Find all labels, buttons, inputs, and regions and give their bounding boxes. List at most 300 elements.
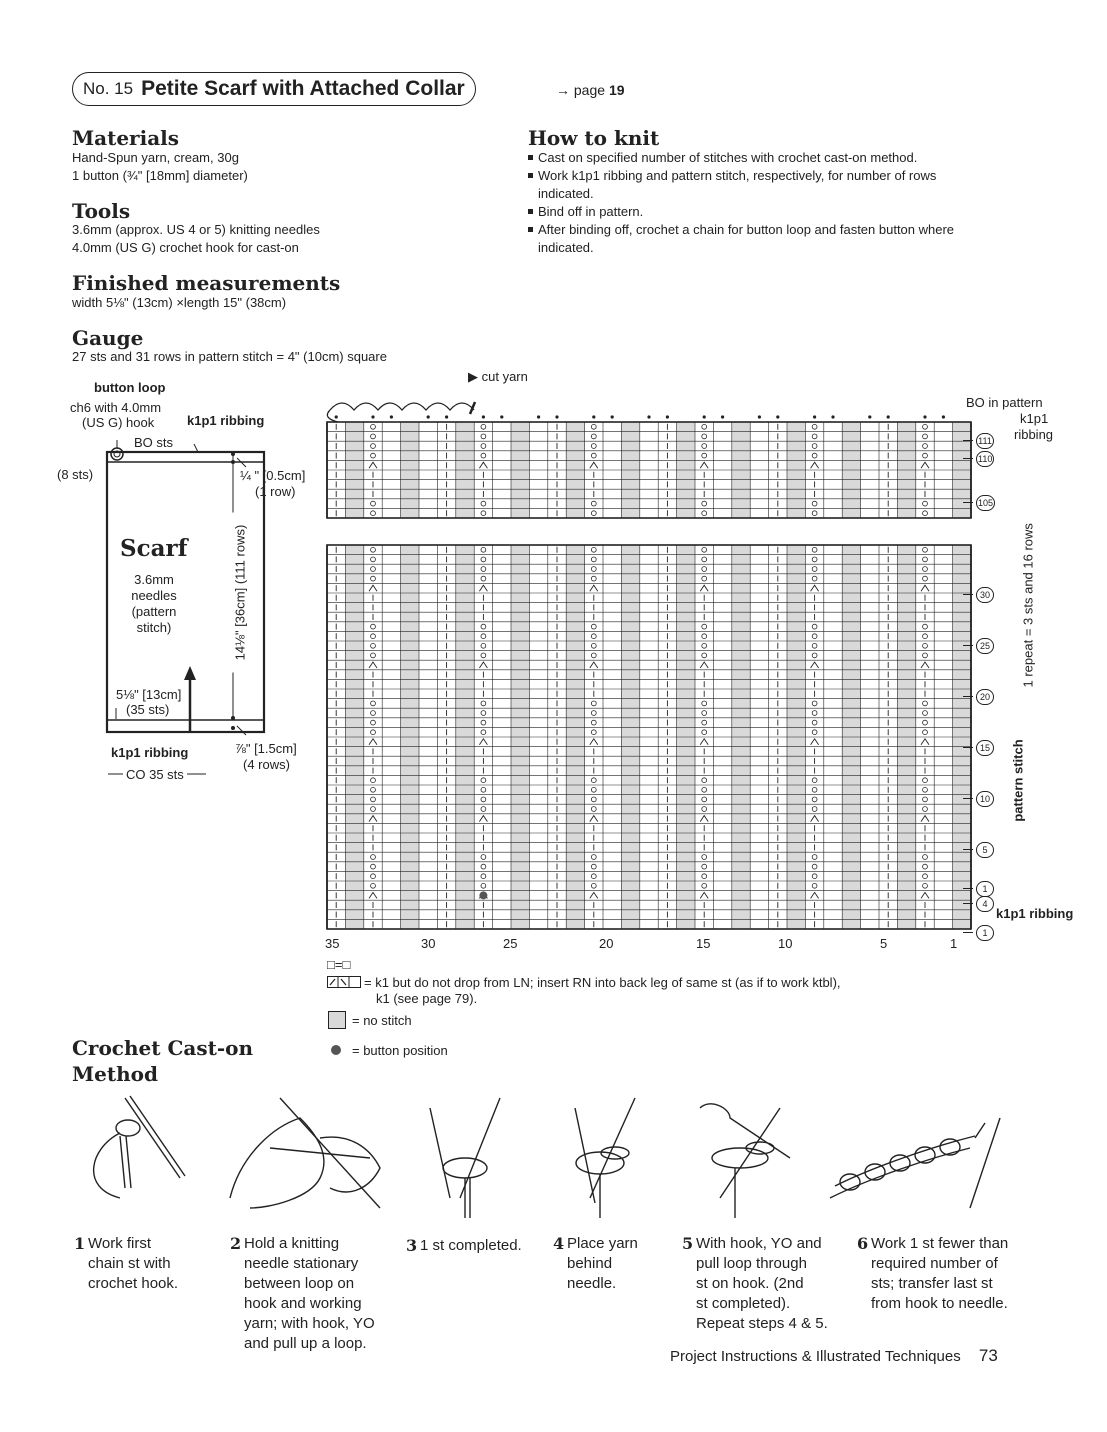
row-number-label: 30: [963, 586, 994, 603]
how-to-knit-heading: How to knit: [528, 126, 660, 150]
bind-off-dot: [482, 415, 485, 418]
bind-off-dot: [371, 415, 374, 418]
needles-line: 3.6mm: [134, 572, 174, 587]
flag-icon: ▶: [468, 369, 478, 384]
step-line: Hold a knitting: [244, 1235, 340, 1252]
twist-stitch-mark: [371, 434, 376, 439]
twist-stitch-mark: [481, 511, 486, 516]
step-line: hook and working: [244, 1295, 362, 1312]
needles-line: needles: [131, 588, 177, 603]
step-line: needle.: [567, 1275, 617, 1292]
page-ref-number: 19: [608, 82, 625, 98]
twist-stitch-mark: [371, 501, 376, 506]
twist-stitch-mark: [371, 730, 376, 735]
twist-stitch-mark: [812, 653, 817, 658]
k1p1-top-label: k1p1 ribbing: [187, 413, 265, 428]
twist-stitch-mark: [812, 855, 817, 860]
step-line: pull loop through: [696, 1255, 807, 1272]
twist-stitch-mark: [371, 720, 376, 725]
step-line: Place yarn: [567, 1235, 638, 1252]
twist-stitch-mark: [923, 807, 928, 812]
col-label: 10: [778, 936, 793, 951]
decrease-mark: [479, 662, 487, 668]
twist-stitch-mark: [591, 653, 596, 658]
twist-stitch-mark: [481, 883, 486, 888]
twist-stitch-mark: [371, 547, 376, 552]
gauge-heading: Gauge: [72, 326, 144, 350]
bind-off-dot: [500, 415, 503, 418]
twist-stitch-mark: [591, 547, 596, 552]
twist-stitch-mark: [702, 797, 707, 802]
decrease-mark: [921, 739, 929, 745]
k1p1-bottom-label: k1p1 ribbing: [111, 745, 189, 760]
twist-stitch-mark: [812, 624, 817, 629]
twist-stitch-mark: [481, 576, 486, 581]
twist-stitch-mark: [481, 624, 486, 629]
decrease-mark: [369, 585, 377, 591]
twist-stitch-mark: [591, 643, 596, 648]
ch6-label-1: ch6 with 4.0mm: [70, 400, 162, 415]
step-line: 1 st completed.: [420, 1237, 522, 1254]
twist-stitch-mark: [923, 547, 928, 552]
step-line: st on hook. (2nd: [696, 1275, 804, 1292]
how-to-knit-item: Cast on specified number of stitches with crochet cast-on method.: [528, 149, 988, 167]
bo-in-pattern-label: BO in pattern: [966, 395, 1043, 410]
no-stitch-legend: = no stitch: [352, 1013, 412, 1028]
decrease-mark: [590, 662, 598, 668]
col-label: 20: [599, 936, 614, 951]
twist-stitch-mark: [923, 511, 928, 516]
twist-stitch-mark: [923, 653, 928, 658]
scarf-label: Scarf: [120, 535, 188, 562]
chart-grid: [327, 422, 971, 929]
twist-stitch-mark: [481, 634, 486, 639]
twist-stitch-mark: [702, 883, 707, 888]
k1p1-ribbing-bottom-label: k1p1 ribbing: [996, 906, 1074, 921]
twist-stitch-mark: [371, 855, 376, 860]
bind-off-dot: [868, 415, 871, 418]
twist-stitch-mark: [702, 855, 707, 860]
twist-stitch-mark: [812, 501, 817, 506]
how-to-knit-item: After binding off, crochet a chain for button loop and fasten button where indicated.: [528, 221, 988, 257]
twist-stitch-mark: [702, 874, 707, 879]
col-label: 1: [950, 936, 958, 951]
twist-stitch-mark: [923, 643, 928, 648]
decrease-mark: [700, 462, 708, 468]
decrease-mark: [811, 462, 819, 468]
decrease-mark: [921, 892, 929, 898]
twist-stitch-mark: [591, 883, 596, 888]
page-number: 73: [978, 1346, 998, 1365]
twist-stitch-mark: [923, 874, 928, 879]
bind-off-dot: [647, 415, 650, 418]
twist-stitch-mark: [481, 807, 486, 812]
materials-line-2: 1 button (¾" [18mm] diameter): [72, 168, 248, 183]
decrease-mark: [479, 816, 487, 822]
gauge-line: 27 sts and 31 rows in pattern stitch = 4" (10cm) square: [72, 349, 387, 364]
twist-stitch-mark: [812, 434, 817, 439]
crochet-step-5: [682, 1234, 852, 1334]
length-label: 14⅛" [36cm] (111 rows): [233, 513, 248, 673]
twist-stitch-mark: [923, 634, 928, 639]
width-label-1: 5⅛" [13cm]: [116, 687, 182, 702]
one-row-label: (1 row): [255, 484, 296, 499]
twist-stitch-mark: [812, 874, 817, 879]
step-line: st completed).: [696, 1295, 791, 1312]
page-footer: [670, 1346, 998, 1366]
twist-stitch-mark: [371, 576, 376, 581]
bind-off-dot: [537, 415, 540, 418]
bind-off-dot: [335, 415, 338, 418]
twist-stitch-mark: [702, 701, 707, 706]
twist-stitch-mark: [481, 653, 486, 658]
bind-off-dot: [831, 415, 834, 418]
twist-stitch-mark: [812, 557, 817, 562]
twist-stitch-mark: [371, 444, 376, 449]
knit-symbol-legend: □=□: [327, 957, 351, 972]
row-number-label: 110: [963, 450, 994, 467]
row-number-label: 25: [963, 637, 994, 654]
twist-stitch-mark: [371, 453, 376, 458]
row-number-label: 111: [963, 432, 994, 449]
bind-off-dot: [703, 415, 706, 418]
crochet-heading-1: Crochet Cast-on: [72, 1036, 253, 1060]
twist-stitch-mark: [591, 424, 596, 429]
step-line: Work 1 st fewer than: [871, 1235, 1009, 1252]
twist-stitch-mark: [702, 444, 707, 449]
page-ref-prefix: → page: [556, 82, 606, 98]
twist-stitch-mark: [923, 701, 928, 706]
decrease-mark: [700, 662, 708, 668]
twist-stitch-mark: [481, 453, 486, 458]
needles-line: stitch): [136, 620, 172, 635]
ch6-label-2: (US G) hook: [82, 415, 155, 430]
twist-stitch-mark: [481, 855, 486, 860]
quarter-inch-label: ¼ " [0.5cm]: [240, 468, 306, 483]
twist-stitch-mark: [923, 444, 928, 449]
row-number-label: 20: [963, 688, 994, 705]
twist-stitch-mark: [591, 787, 596, 792]
button-loop-label: button loop: [94, 380, 166, 395]
twist-stitch-mark: [591, 567, 596, 572]
bind-off-dot: [758, 415, 761, 418]
twist-stitch-mark: [702, 424, 707, 429]
twist-stitch-mark: [591, 434, 596, 439]
twist-legend-2: k1 (see page 79).: [376, 991, 478, 1006]
twist-stitch-mark: [923, 567, 928, 572]
bind-off-dot: [813, 415, 816, 418]
twist-stitch-mark: [702, 511, 707, 516]
twist-stitch-mark: [371, 557, 376, 562]
decrease-mark: [921, 462, 929, 468]
twist-stitch-mark: [923, 883, 928, 888]
decrease-mark: [700, 739, 708, 745]
col-label: 25: [503, 936, 518, 951]
twist-stitch-mark: [371, 511, 376, 516]
step-line: yarn; with hook, YO: [244, 1315, 375, 1332]
tools-line-2: 4.0mm (US G) crochet hook for cast-on: [72, 240, 299, 255]
button-position-dot: [331, 1045, 341, 1055]
twist-stitch-mark: [702, 501, 707, 506]
decrease-mark: [921, 585, 929, 591]
step-line: Repeat steps 4 & 5.: [696, 1315, 828, 1332]
step-number: 2: [230, 1234, 242, 1253]
page-reference: [556, 82, 625, 98]
decrease-mark: [811, 662, 819, 668]
twist-stitch-mark: [923, 711, 928, 716]
twist-stitch-mark: [812, 511, 817, 516]
materials-line-1: Hand-Spun yarn, cream, 30g: [72, 150, 239, 165]
twist-stitch-mark: [371, 874, 376, 879]
twist-stitch-mark: [591, 807, 596, 812]
step-line: With hook, YO and: [696, 1235, 822, 1252]
knitting-chart: [315, 380, 1035, 950]
bind-off-dot: [445, 415, 448, 418]
decrease-mark: [479, 585, 487, 591]
twist-stitch-mark: [481, 874, 486, 879]
twist-stitch-mark: [812, 711, 817, 716]
pattern-stitch-label: pattern stitch: [1010, 739, 1026, 822]
col-label: 5: [880, 936, 888, 951]
decrease-mark: [590, 585, 598, 591]
step-line: Work first: [88, 1235, 152, 1252]
twist-stitch-mark: [591, 711, 596, 716]
decrease-mark: [811, 585, 819, 591]
twist-stitch-mark: [481, 787, 486, 792]
twist-stitch-mark: [812, 634, 817, 639]
decrease-mark: [921, 816, 929, 822]
twist-stitch-mark: [702, 720, 707, 725]
twist-stitch-mark: [591, 730, 596, 735]
decrease-mark: [700, 892, 708, 898]
twist-stitch-mark: [812, 720, 817, 725]
twist-stitch-mark: [591, 797, 596, 802]
twist-stitch-mark: [923, 864, 928, 869]
project-number: No. 15: [83, 79, 134, 98]
twist-stitch-mark: [481, 547, 486, 552]
twist-stitch-mark: [591, 874, 596, 879]
decrease-mark: [369, 739, 377, 745]
twist-stitch-mark: [702, 634, 707, 639]
bind-off-dot: [776, 415, 779, 418]
row-number-label: 105: [963, 494, 995, 511]
measurements-line: width 5⅛" (13cm) ×length 15" (38cm): [72, 295, 287, 310]
twist-legend-1: = k1 but do not drop from LN; insert RN into back leg of same st (as if to work ktbl),: [364, 975, 841, 990]
twist-stitch-mark: [812, 778, 817, 783]
twist-stitch-mark: [923, 797, 928, 802]
button-position-legend: = button position: [352, 1043, 448, 1058]
bind-off-dot: [592, 415, 595, 418]
twist-stitch-mark: [371, 883, 376, 888]
twist-stitch-mark: [812, 444, 817, 449]
twist-stitch-mark: [812, 576, 817, 581]
row-number-label: 10: [963, 790, 994, 807]
bind-off-dot: [923, 415, 926, 418]
twist-stitch-mark: [591, 778, 596, 783]
row-number-label: 1: [963, 880, 994, 897]
bind-off-dot: [721, 415, 724, 418]
decrease-mark: [369, 816, 377, 822]
how-to-knit-item: Bind off in pattern.: [528, 203, 988, 221]
twist-stitch-mark: [923, 855, 928, 860]
twist-stitch-mark: [702, 434, 707, 439]
crochet-step-3: [406, 1236, 556, 1256]
row-number-label: 1: [963, 924, 994, 941]
twist-stitch-mark: [812, 787, 817, 792]
twist-stitch-mark: [481, 778, 486, 783]
step-line: sts; transfer last st: [871, 1275, 993, 1292]
width-label-2: (35 sts): [126, 702, 170, 717]
twist-stitch-mark: [923, 730, 928, 735]
twist-stitch-mark: [481, 730, 486, 735]
four-rows-label: (4 rows): [243, 757, 290, 772]
row-number-label: 5: [963, 841, 994, 858]
row-number-label: 4: [963, 895, 994, 912]
crochet-illustrations: [70, 1078, 1050, 1228]
k1p1-top-right-2: ribbing: [1014, 427, 1054, 442]
twist-stitch-mark: [371, 797, 376, 802]
col-label: 35: [325, 936, 340, 951]
twist-stitch-mark: [481, 424, 486, 429]
twist-stitch-mark: [371, 653, 376, 658]
twist-stitch-mark: [923, 787, 928, 792]
twist-stitch-mark: [702, 807, 707, 812]
decrease-mark: [590, 892, 598, 898]
twist-stitch-mark: [591, 855, 596, 860]
decrease-mark: [811, 739, 819, 745]
step-line: behind: [567, 1255, 613, 1272]
crochet-heading-2: Method: [72, 1062, 158, 1086]
col-label: 15: [696, 936, 711, 951]
decrease-mark: [921, 662, 929, 668]
twist-stitch-mark: [371, 864, 376, 869]
twist-stitch-mark: [481, 864, 486, 869]
crochet-step-4: [553, 1234, 673, 1294]
tools-line-1: 3.6mm (approx. US 4 or 5) knitting needles: [72, 222, 320, 237]
step-line: needle stationary: [244, 1255, 359, 1272]
step-line: from hook to needle.: [871, 1295, 1008, 1312]
twist-stitch-mark: [923, 624, 928, 629]
step-number: 4: [553, 1234, 565, 1253]
twist-stitch-mark: [371, 701, 376, 706]
col-label: 30: [421, 936, 436, 951]
twist-stitch-mark: [812, 643, 817, 648]
twist-stitch-mark: [591, 634, 596, 639]
twist-stitch-mark: [371, 567, 376, 572]
twist-stitch-mark: [481, 797, 486, 802]
decrease-mark: [811, 892, 819, 898]
k1p1-top-right-1: k1p1: [1020, 411, 1049, 426]
twist-stitch-mark: [371, 643, 376, 648]
twist-stitch-mark: [923, 501, 928, 506]
step-line: between loop on: [244, 1275, 355, 1292]
twist-stitch-mark: [371, 424, 376, 429]
twist-stitch-mark: [812, 547, 817, 552]
twist-stitch-mark: [702, 557, 707, 562]
twist-stitch-mark: [591, 624, 596, 629]
twist-stitch-mark: [812, 453, 817, 458]
twist-stitch-mark: [371, 807, 376, 812]
project-title: Petite Scarf with Attached Collar: [141, 77, 465, 100]
twist-stitch-mark: [923, 778, 928, 783]
how-to-knit-item: Work k1p1 ribbing and pattern stitch, respectively, for number of rows indicated.: [528, 167, 988, 203]
twist-stitch-mark: [702, 711, 707, 716]
repeat-label: 1 repeat = 3 sts and 16 rows: [1020, 523, 1036, 688]
twist-stitch-mark: [812, 701, 817, 706]
twist-stitch-mark: [702, 730, 707, 735]
decrease-mark: [369, 892, 377, 898]
decrease-mark: [479, 739, 487, 745]
twist-stitch-mark: [702, 567, 707, 572]
bind-off-dot: [666, 415, 669, 418]
row-number-label: 15: [963, 739, 994, 756]
needles-line: (pattern: [131, 604, 177, 619]
decrease-mark: [590, 739, 598, 745]
twist-stitch-mark: [481, 720, 486, 725]
cut-yarn-text: cut yarn: [481, 369, 528, 384]
chart-decoration: [327, 402, 475, 422]
twist-stitch-mark: [371, 624, 376, 629]
seven-eighths-label: ⅞" [1.5cm]: [235, 741, 297, 756]
crochet-step-1: [74, 1234, 224, 1294]
co-label: CO 35 sts: [123, 767, 187, 782]
bind-off-dot: [611, 415, 614, 418]
step-line: chain st with: [88, 1255, 171, 1272]
twist-stitch-mark: [812, 567, 817, 572]
step-line: required number of: [871, 1255, 998, 1272]
twist-stitch-mark: [481, 711, 486, 716]
bind-off-dot: [942, 415, 945, 418]
twist-stitch-mark: [481, 501, 486, 506]
twist-stitch-mark: [923, 720, 928, 725]
twist-stitch-mark: [591, 501, 596, 506]
twist-stitch-mark: [812, 730, 817, 735]
how-to-knit-list: [528, 149, 988, 257]
bind-off-dot: [887, 415, 890, 418]
decrease-mark: [590, 462, 598, 468]
twist-stitch-mark: [923, 576, 928, 581]
footer-text: Project Instructions & Illustrated Techniques: [670, 1348, 961, 1365]
crochet-step-6: [857, 1234, 1047, 1314]
twist-stitch-mark: [591, 444, 596, 449]
step-number: 6: [857, 1234, 869, 1253]
twist-stitch-mark: [591, 720, 596, 725]
bind-off-dot: [555, 415, 558, 418]
twist-stitch-mark: [702, 778, 707, 783]
crochet-step-2: [230, 1234, 400, 1354]
twist-stitch-mark: [481, 701, 486, 706]
decrease-mark: [700, 585, 708, 591]
step-number: 5: [682, 1234, 694, 1253]
twist-stitch-mark: [481, 557, 486, 562]
twist-stitch-mark: [591, 453, 596, 458]
decrease-mark: [369, 462, 377, 468]
decrease-mark: [479, 462, 487, 468]
twist-stitch-mark: [923, 434, 928, 439]
twist-stitch-mark: [702, 643, 707, 648]
step-line: crochet hook.: [88, 1275, 179, 1292]
twist-stitch-mark: [702, 576, 707, 581]
twist-stitch-mark: [812, 883, 817, 888]
twist-stitch-mark: [371, 711, 376, 716]
twist-stitch-mark: [702, 453, 707, 458]
tools-heading: Tools: [72, 199, 131, 223]
bind-off-dot: [427, 415, 430, 418]
twist-stitch-mark: [812, 864, 817, 869]
twist-stitch-mark: [702, 624, 707, 629]
project-title-box: [72, 72, 476, 106]
twist-stitch-mark: [812, 807, 817, 812]
